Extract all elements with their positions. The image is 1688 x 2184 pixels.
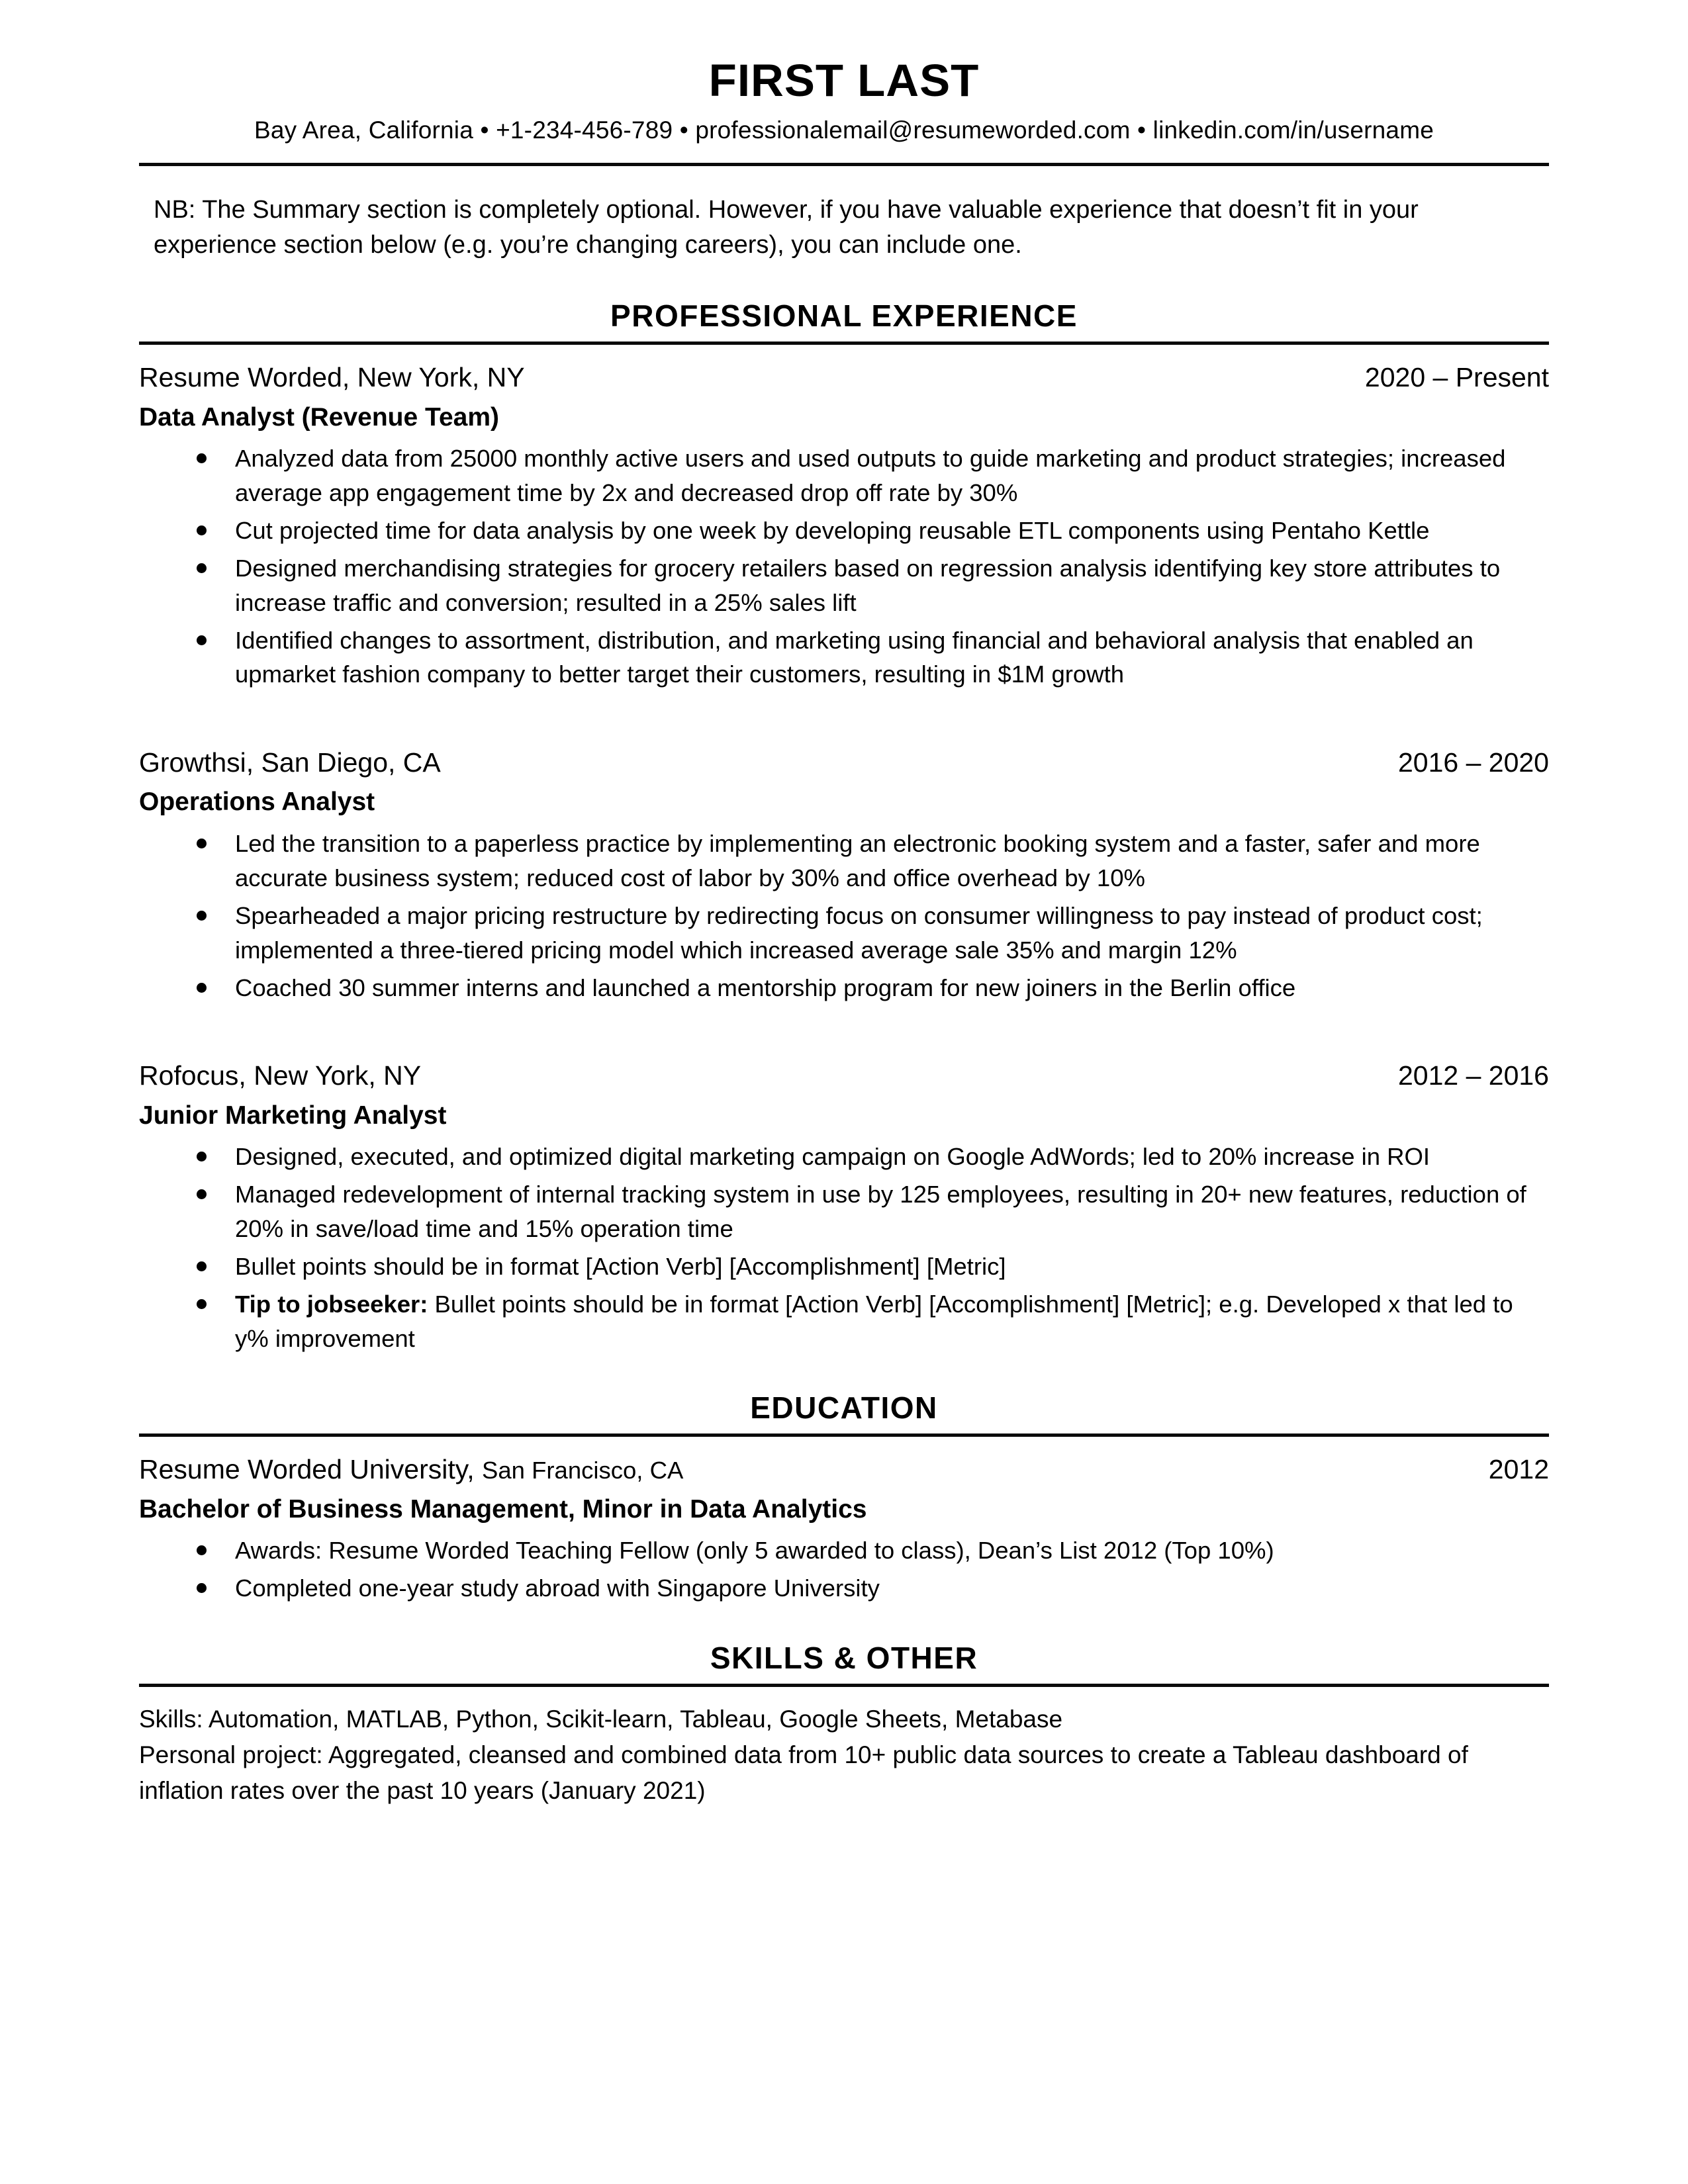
section-experience: [139, 298, 1549, 1355]
job-dates: 2020 – Present: [1364, 362, 1549, 393]
education-divider: [139, 1433, 1549, 1437]
degree-title: Bachelor of Business Management, Minor in Data Analytics: [139, 1494, 867, 1524]
bullet-item: Coached 30 summer interns and launched a mentorship program for new joiners in the Berlin office: [235, 971, 1549, 1005]
job-header: [139, 746, 1549, 780]
bullet-item: Cut projected time for data analysis by one week by developing reusable ETL components using Pentaho Kettle: [235, 514, 1549, 548]
skills-body: [139, 1702, 1549, 1809]
section-title-experience: PROFESSIONAL EXPERIENCE: [610, 298, 1078, 334]
education-entry: [139, 1453, 1549, 1606]
bullet-list: [139, 1533, 1549, 1606]
bullet-item-tip: [235, 1287, 1549, 1356]
skills-divider: [139, 1684, 1549, 1687]
school-name: Resume Worded University,: [139, 1454, 475, 1485]
bullet-list: [139, 827, 1549, 1005]
job-header: [139, 1059, 1549, 1093]
company-location: Rofocus, New York, NY: [139, 1060, 422, 1091]
job-title: Operations Analyst: [139, 788, 375, 817]
section-title-education: EDUCATION: [750, 1390, 938, 1426]
header-divider: [139, 163, 1549, 166]
bullet-item: Identified changes to assortment, distribution, and marketing using financial and behavioral analysis that enabled an upmarket fashion company to better target their customers, resulting in $1M growth: [235, 623, 1549, 692]
job-title: Data Analyst (Revenue Team): [139, 402, 500, 432]
bullet-item: Led the transition to a paperless practice by implementing an electronic booking system and a faster, safer and more accurate business system; reduced cost of labor by 30% and office overhead by 10%: [235, 827, 1549, 895]
bullet-item: Designed, executed, and optimized digital marketing campaign on Google AdWords; led to 20% increase in ROI: [235, 1140, 1549, 1174]
bullet-list: [139, 441, 1549, 692]
summary-note: NB: The Summary section is completely optional. However, if you have valuable experience that doesn’t fit in your experience section below (e.g. you’re changing careers), you can include one.: [154, 195, 1419, 259]
experience-divider: [139, 341, 1549, 345]
tip-label: Tip to jobseeker:: [235, 1290, 428, 1318]
school-line: [139, 1453, 683, 1486]
job-header: [139, 361, 1549, 394]
bullet-item: Completed one-year study abroad with Singapore University: [235, 1571, 1549, 1606]
section-education: [139, 1390, 1549, 1606]
personal-project-line: Personal project: Aggregated, cleansed and combined data from 10+ public data sources to create a Tableau dashboard of inflation rates over the past 10 years (January 2021): [139, 1741, 1468, 1805]
school-location: San Francisco, CA: [482, 1457, 684, 1484]
bullet-list: [139, 1140, 1549, 1355]
bullet-item: Spearheaded a major pricing restructure by redirecting focus on consumer willingness to pay instead of product cost; implemented a three-tiered pricing model which increased average sale 35% and margin 12%: [235, 899, 1549, 968]
education-header: [139, 1453, 1549, 1486]
job-title: Junior Marketing Analyst: [139, 1101, 447, 1130]
job-dates: 2016 – 2020: [1397, 747, 1549, 778]
skills-line: Skills: Automation, MATLAB, Python, Scikit-learn, Tableau, Google Sheets, Metabase: [139, 1705, 1063, 1733]
candidate-name: FIRST LAST: [708, 55, 980, 106]
education-dates: 2012: [1488, 1454, 1549, 1485]
bullet-item: Bullet points should be in format [Action Verb] [Accomplishment] [Metric]: [235, 1250, 1549, 1284]
bullet-item: Awards: Resume Worded Teaching Fellow (only 5 awarded to class), Dean’s List 2012 (Top 10%): [235, 1533, 1549, 1568]
tip-text: Bullet points should be in format [Action Verb] [Accomplishment] [Metric]; e.g. Developed x that led to y% improvement: [235, 1290, 1513, 1352]
job-entry-growthsi: [139, 746, 1549, 1005]
company-location: Growthsi, San Diego, CA: [139, 747, 441, 778]
job-dates: 2012 – 2016: [1397, 1060, 1549, 1091]
bullet-item: Designed merchandising strategies for grocery retailers based on regression analysis identifying key store attributes to increase traffic and conversion; resulted in a 25% sales lift: [235, 551, 1549, 620]
section-skills: [139, 1640, 1549, 1809]
section-title-skills: SKILLS & OTHER: [710, 1640, 978, 1675]
job-entry-rofocus: [139, 1059, 1549, 1355]
job-entry-resume-worded: [139, 361, 1549, 692]
contact-line: Bay Area, California • +1-234-456-789 • professionalemail@resumeworded.com • linkedin.com/in/username: [254, 116, 1434, 144]
company-location: Resume Worded, New York, NY: [139, 362, 525, 393]
bullet-item: Managed redevelopment of internal tracking system in use by 125 employees, resulting in 20+ new features, reduction of 20% in save/load time and 15% operation time: [235, 1177, 1549, 1246]
bullet-item: Analyzed data from 25000 monthly active users and used outputs to guide marketing and product strategies; increased average app engagement time by 2x and decreased drop off rate by 30%: [235, 441, 1549, 510]
